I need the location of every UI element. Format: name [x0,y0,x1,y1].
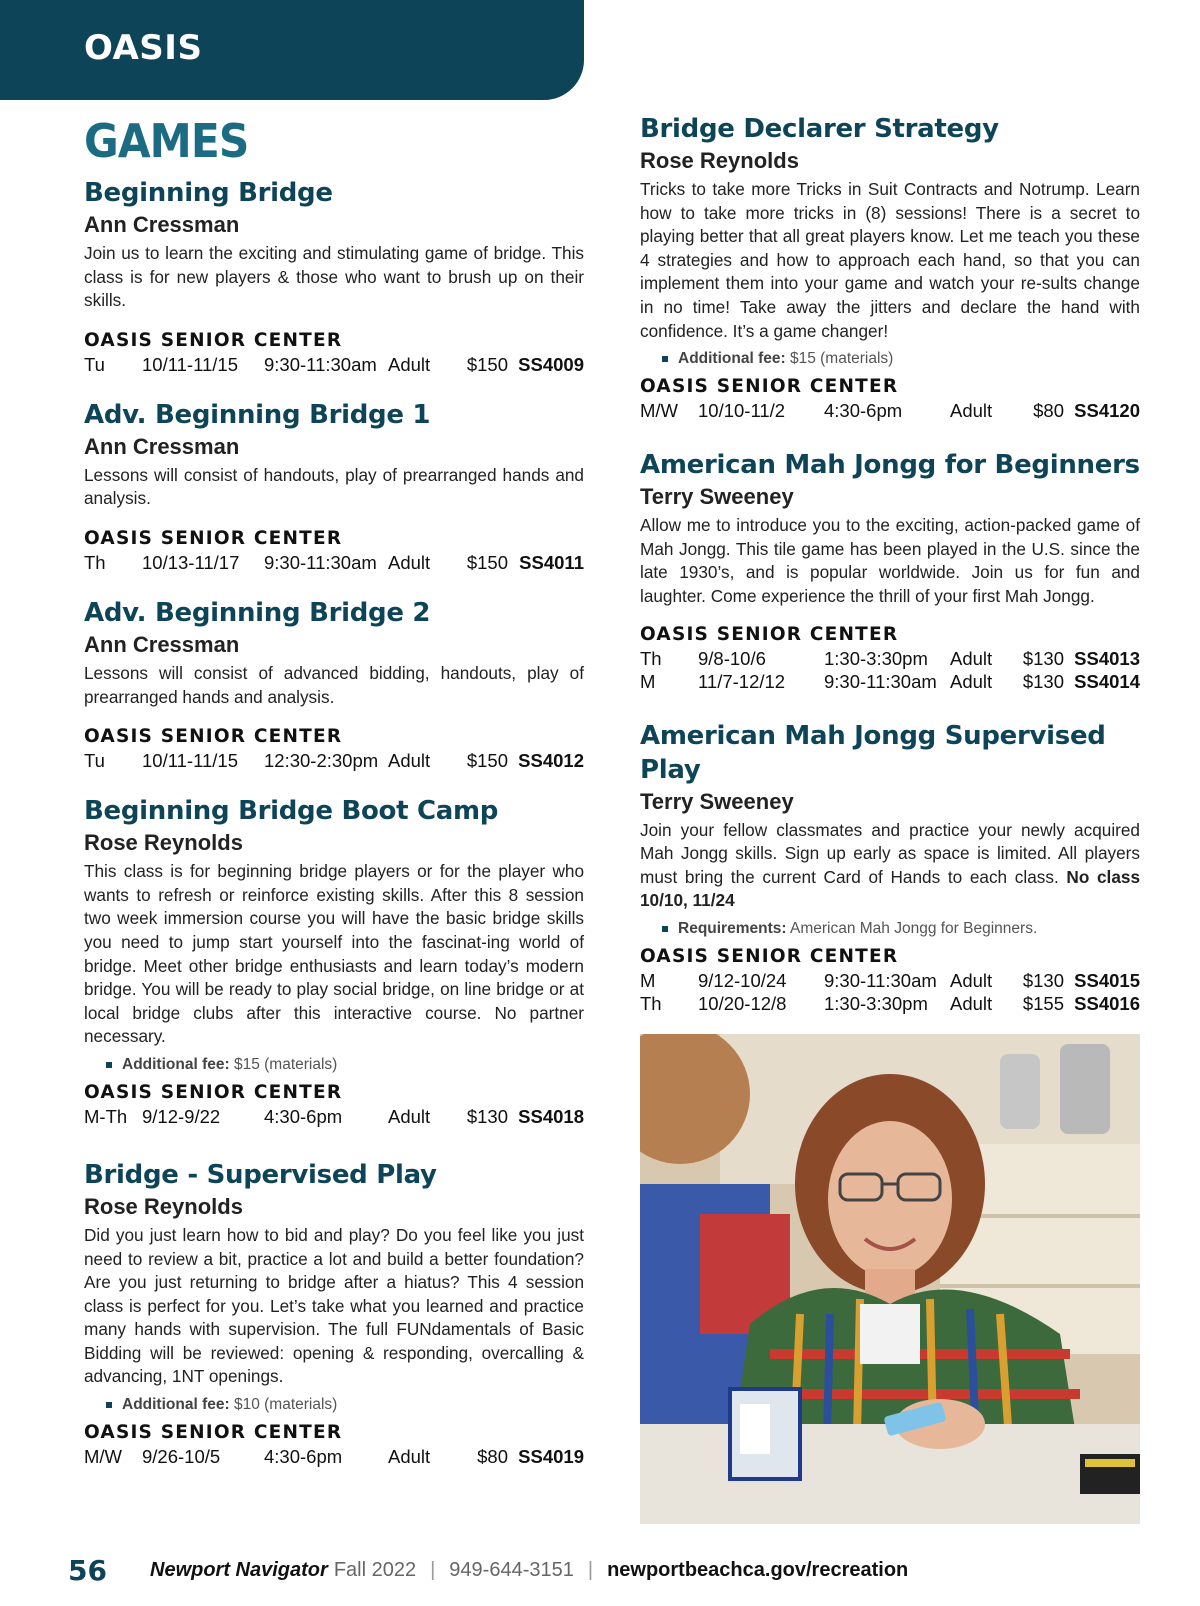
venue: OASIS SENIOR CENTER [84,1081,343,1103]
note-text: $10 (materials) [233,1396,338,1414]
day: Th [84,551,106,573]
header-band [0,0,584,100]
time: 9:30-11:30am [824,670,937,692]
schedule-row [84,1105,584,1128]
age: Adult [388,353,431,375]
age: Adult [950,969,993,991]
course-code: SS4018 [518,1105,584,1127]
publication-name: Newport Navigator [150,1558,328,1581]
schedule-row [640,399,1140,422]
time: 1:30-3:30pm [824,647,928,669]
course-description: Join us to learn the exciting and stimulating game of bridge. This class is for new players & those who want to brush up on their skills. [84,243,584,311]
day: M/W [84,1446,123,1468]
venue: OASIS SENIOR CENTER [84,1422,343,1444]
course-mah-jongg-supervised-play [640,719,1140,1015]
schedule-row [84,353,584,376]
day: M [640,670,656,692]
time: 1:30-3:30pm [824,992,928,1014]
age: Adult [950,400,993,422]
bullet-icon [662,356,668,362]
age: Adult [950,992,993,1014]
course-code: SS4013 [1074,647,1140,669]
course-description [640,819,1140,913]
course-code: SS4120 [1074,400,1140,422]
left-column [84,112,584,1490]
additional-fee-note [106,1053,584,1077]
course-title: Beginning Bridge Boot Camp [84,796,499,827]
course-adv-beginning-bridge-2 [84,596,584,772]
instructor: Ann Cressman [84,631,240,657]
day: M/W [640,400,679,422]
day: Tu [84,750,105,772]
course-adv-beginning-bridge-1 [84,398,584,574]
course-code: SS4016 [1074,992,1140,1014]
course-code: SS4011 [519,551,584,573]
course-bridge-supervised-play [84,1158,584,1468]
bullet-icon [662,926,668,932]
course-description: This class is for beginning bridge players or for the player who wants to refresh or reinforce existing skills. After this 8 session two week immersion course you will have the basic bridge skills you need to jump start yourself into the fascinat-ing world of bridge. Meet other bridge enthusiasts and learn today’s modern bridge. You will be ready to play social bridge, on line bridge or at local bridge clubs after this interactive course. No partner necessary. [84,861,584,1047]
course-description: Allow me to introduce you to the exciting, action-packed game of Mah Jongg. This tile game has been played in the U.S. since the late 1930’s, and is popular worldwide. Join us for fun and laughter. Come experience the thrill of your first Mah Jongg. [640,515,1140,606]
dates: 9/26-10/5 [142,1446,221,1468]
dates: 10/13-11/17 [142,551,240,573]
schedule-row [640,647,1140,670]
course-title: American Mah Jongg Supervised Play [640,720,1106,785]
header-label: OASIS [84,28,203,68]
time: 9:30-11:30am [264,353,377,375]
fee: $155 [1022,992,1064,1014]
course-code: SS4019 [518,1446,584,1468]
website-link[interactable]: newportbeachca.gov/recreation [607,1558,909,1581]
bullet-icon [106,1062,112,1068]
course-title: Adv. Beginning Bridge 1 [84,399,431,430]
course-title: Bridge Declarer Strategy [640,114,999,144]
note-text: $15 (materials) [233,1055,338,1073]
course-mah-jongg-beginners [640,448,1140,692]
course-title: Beginning Bridge [84,178,333,208]
dates: 9/8-10/6 [698,647,766,669]
additional-fee-note [106,1393,584,1417]
day: M [640,969,656,991]
time: 12:30-2:30pm [264,750,379,772]
course-description: Lessons will consist of handouts, play of prearranged hands and analysis. [84,464,584,509]
instructor: Rose Reynolds [84,1193,243,1219]
photo-woman-playing-cards [640,1034,1140,1524]
dates: 10/11-11/15 [142,750,239,772]
age: Adult [950,647,993,669]
instructor: Ann Cressman [84,212,240,237]
dates: 10/10-11/2 [698,400,786,422]
instructor: Ann Cressman [84,433,240,459]
separator: | [430,1558,436,1581]
fee: $130 [1022,670,1064,692]
fee: $130 [1022,969,1064,991]
schedule-row [84,551,584,574]
note-label: Additional fee: [122,1396,230,1414]
course-code: SS4009 [518,353,584,375]
course-title: Bridge - Supervised Play [84,1159,437,1190]
course-description: Tricks to take more Tricks in Suit Contracts and Notrump. Learn how to take more tricks in (8) sessions! There is a secret to playing better that all great players know. Let me teach you these 4 strategies and how to approach each hand, so that you can implement them into your game and watch your re-sults change in no time! Take away the jitters and declare the hand with confidence. It’s a game changer! [640,179,1140,341]
schedule-row [640,992,1140,1015]
photo-illustration [640,1034,1140,1524]
time: 9:30-11:30am [824,969,937,991]
additional-fee-note [662,347,1140,371]
fee: $150 [466,750,508,772]
note-label: Requirements: [678,919,787,937]
description-text: Join your fellow classmates and practice your newly acquired Mah Jongg skills. Sign up early as space is limited. All players must bring the current Card of Hands to each class. [640,819,1140,887]
page-number: 56 [68,1553,107,1587]
age: Adult [950,670,993,692]
fee: $80 [477,1446,508,1468]
instructor: Terry Sweeney [640,484,794,510]
age: Adult [388,1446,431,1468]
time: 9:30-11:30am [264,551,377,573]
venue: OASIS SENIOR CENTER [640,376,899,398]
venue: OASIS SENIOR CENTER [84,329,343,351]
dates: 10/11-11/15 [142,353,239,375]
schedule-row [84,1445,584,1468]
fee: $130 [466,1105,508,1127]
day: Th [640,647,662,669]
course-beginning-bridge [84,176,584,376]
fee: $130 [1022,647,1064,669]
day: M-Th [84,1105,128,1127]
age: Adult [388,551,431,573]
course-bridge-declarer-strategy [640,112,1140,422]
course-code: SS4015 [1074,969,1140,991]
fee: $150 [466,551,508,573]
fee: $150 [466,353,508,375]
instructor: Rose Reynolds [640,148,799,173]
course-title: Adv. Beginning Bridge 2 [84,597,431,628]
age: Adult [388,1105,431,1127]
schedule-row [640,969,1140,992]
instructor: Rose Reynolds [84,830,243,856]
venue: OASIS SENIOR CENTER [640,945,899,967]
day: Th [640,992,662,1014]
page-footer [68,1552,1148,1588]
age: Adult [388,750,431,772]
venue: OASIS SENIOR CENTER [84,527,343,549]
dates: 9/12-9/22 [142,1105,221,1127]
course-title: American Mah Jongg for Beginners [640,450,1140,481]
course-bridge-boot-camp [84,794,584,1128]
time: 4:30-6pm [264,1105,343,1127]
section-title: GAMES [84,114,249,168]
time: 4:30-6pm [264,1446,343,1468]
day: Tu [84,353,105,375]
note-text: $15 (materials) [789,350,894,368]
dates: 11/7-12/12 [698,670,786,692]
right-column [640,112,1140,1037]
requirements-note [662,917,1140,941]
course-description: Did you just learn how to bid and play? Do you feel like you just need to review a bit, practice a lot and build a better foundation? Are you just returning to bridge after a hiatus? This 4 session class is perfect for you. Let’s take what you learned and practice many hands with supervision. The full FUNdamentals of Basic Bidding will be reviewed: opening & responding, overcalling & advancing, 1NT openings. [84,1224,584,1387]
schedule-row [84,749,584,772]
no-class-notice: No class 10/10, 11/24 [640,866,1141,911]
dates: 9/12-10/24 [698,969,787,991]
dates: 10/20-12/8 [698,992,787,1014]
note-label: Additional fee: [122,1055,230,1073]
schedule-row [640,670,1140,693]
instructor: Terry Sweeney [640,788,794,814]
phone-number: 949-644-3151 [449,1558,574,1581]
fee: $80 [1033,400,1064,422]
course-description: Lessons will consist of advanced bidding, handouts, play of prearranged hands and analysis. [84,662,584,707]
season: Fall 2022 [333,1558,417,1581]
note-label: Additional fee: [678,350,786,368]
time: 4:30-6pm [824,400,903,422]
venue: OASIS SENIOR CENTER [640,623,899,645]
venue: OASIS SENIOR CENTER [84,726,343,748]
note-text: American Mah Jongg for Beginners. [789,919,1038,937]
course-code: SS4012 [518,750,584,772]
bullet-icon [106,1402,112,1408]
course-code: SS4014 [1074,670,1140,692]
separator: | [587,1558,594,1581]
